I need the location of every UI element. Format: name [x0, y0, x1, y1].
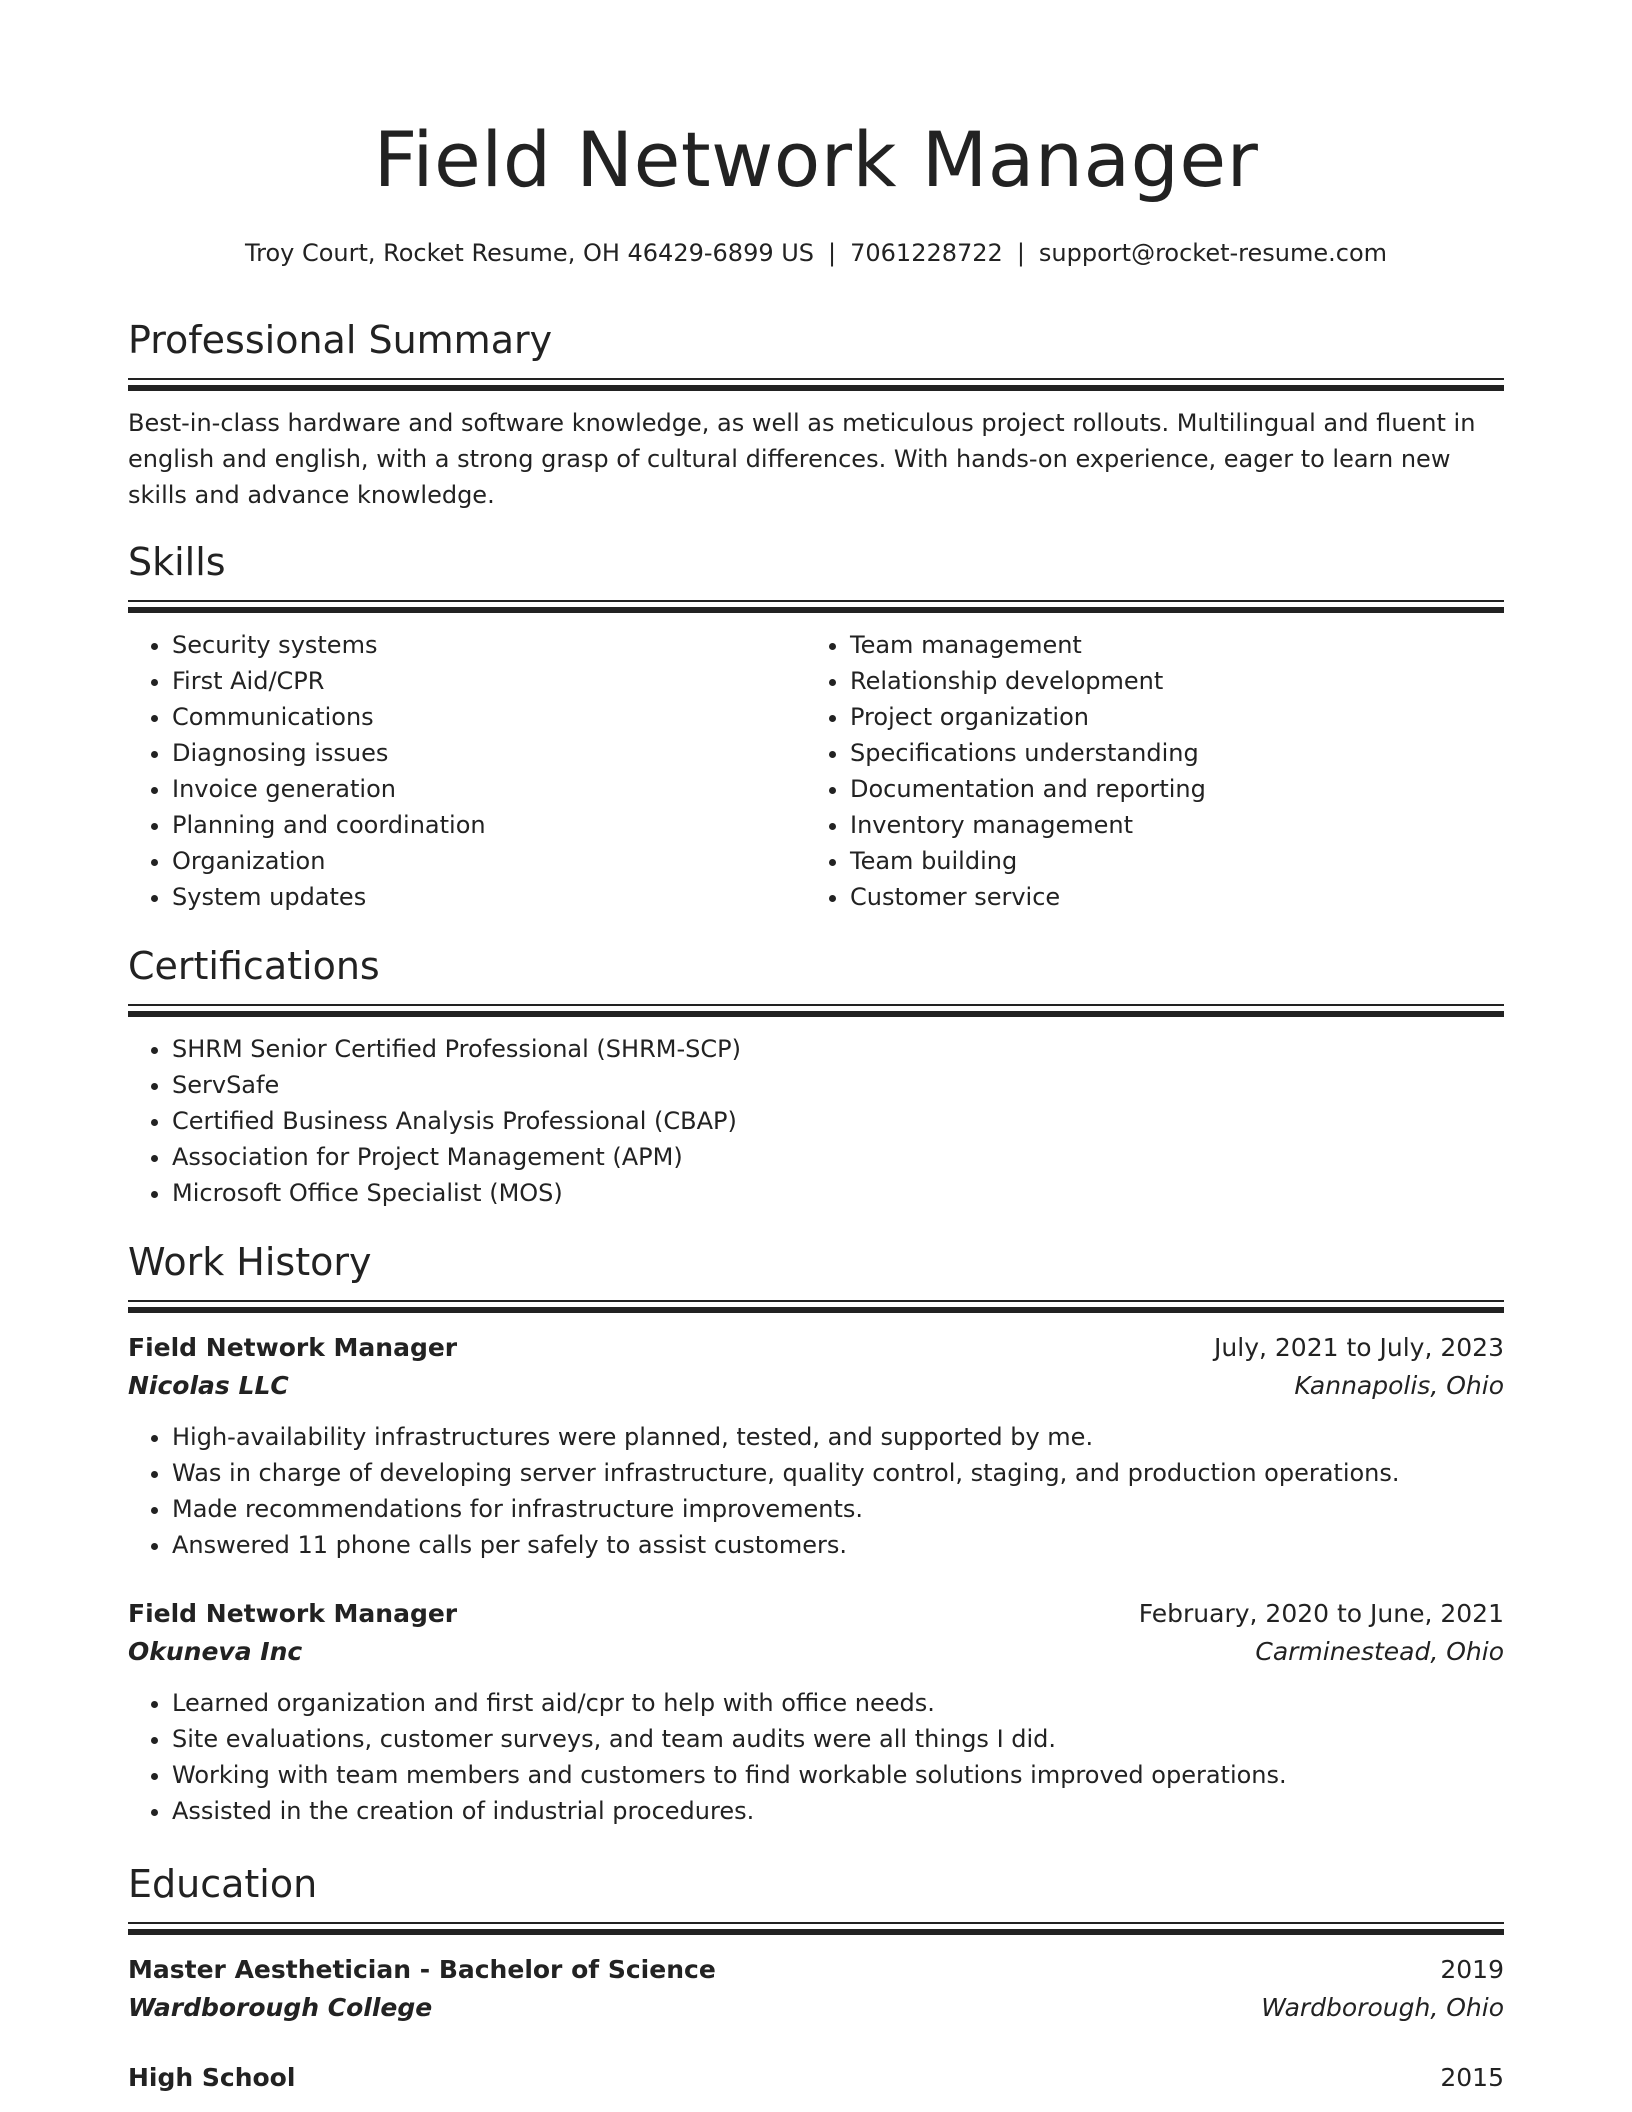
education-year: 2015: [1440, 2062, 1504, 2092]
job-company: Nicolas LLC: [128, 1370, 289, 1400]
skill-item: • First Aid/CPR: [172, 663, 806, 699]
job-bullet: • Assisted in the creation of industrial procedures.: [172, 1793, 1504, 1829]
skill-item: • Inventory management: [850, 807, 1484, 843]
skill-item: • Communications: [172, 699, 806, 735]
skill-item: • Organization: [172, 843, 806, 879]
section-title: Work History: [128, 1240, 372, 1284]
job-bullet: • Learned organization and first aid/cpr to help with office needs.: [172, 1685, 1504, 1721]
education-entry: [128, 1951, 1504, 2027]
skills-column-right: [806, 627, 1484, 915]
education-year: 2019: [1440, 1954, 1504, 1984]
skill-item: • Documentation and reporting: [850, 771, 1484, 807]
contact-separator: |: [828, 239, 837, 267]
section-divider: [128, 385, 1504, 391]
education-entry: [128, 2059, 1504, 2097]
job-dates: February, 2020 to June, 2021: [1138, 1598, 1504, 1628]
skill-item: • Project organization: [850, 699, 1484, 735]
work-history-section: [128, 1240, 1504, 1829]
section-divider: [128, 1922, 1504, 1924]
job-company: Okuneva Inc: [128, 1636, 303, 1666]
job-bullet: • High-availability infrastructures were planned, tested, and supported by me.: [172, 1419, 1504, 1455]
contact-address: Troy Court, Rocket Resume, OH 46429-6899 US: [244, 239, 815, 267]
skill-item: • Relationship development: [850, 663, 1484, 699]
skill-item: • Team management: [850, 627, 1484, 663]
section-divider: [128, 600, 1504, 602]
section-title: Education: [128, 1862, 318, 1906]
section-title: Skills: [128, 540, 226, 584]
candidate-name: Field Network Manager: [373, 115, 1259, 204]
job-location: Carminestead, Ohio: [1255, 1636, 1504, 1666]
job-title: Field Network Manager: [128, 1332, 458, 1362]
education-degree: High School: [128, 2062, 296, 2092]
contact-phone: 7061228722: [850, 239, 1003, 267]
skill-item: • System updates: [172, 879, 806, 915]
contact-email: support@rocket-resume.com: [1038, 239, 1388, 267]
job-entry: [128, 1329, 1504, 1563]
skill-item: • Planning and coordination: [172, 807, 806, 843]
skills-columns: [128, 627, 1504, 915]
job-bullet: • Working with team members and customers to find workable solutions improved operations.: [172, 1757, 1504, 1793]
summary-text: Best-in-class hardware and software knowledge, as well as meticulous project rollouts. Multilingual and fluent in english and english, with a strong grasp of cultural differences. With hands-on experience, eager to learn new skills and advance knowledge.: [128, 408, 1476, 509]
skill-item: • Invoice generation: [172, 771, 806, 807]
skill-item: • Team building: [850, 843, 1484, 879]
job-bullet: • Answered 11 phone calls per safely to assist customers.: [172, 1527, 1504, 1563]
certification-item: • Certified Business Analysis Professional (CBAP): [172, 1103, 1504, 1139]
contact-separator: |: [1016, 239, 1025, 267]
certifications-section: [128, 944, 1504, 1211]
skill-item: • Customer service: [850, 879, 1484, 915]
contact-line: [128, 238, 1504, 269]
skill-item: • Diagnosing issues: [172, 735, 806, 771]
skill-item: • Specifications understanding: [850, 735, 1484, 771]
section-divider: [128, 607, 1504, 613]
job-entry: [128, 1595, 1504, 1829]
certification-item: • Microsoft Office Specialist (MOS): [172, 1175, 1504, 1211]
skills-column-left: [128, 627, 806, 915]
certification-item: • SHRM Senior Certified Professional (SHRM-SCP): [172, 1031, 1504, 1067]
section-divider: [128, 1307, 1504, 1313]
section-title: Certifications: [128, 944, 380, 988]
section-divider: [128, 1004, 1504, 1006]
education-school: Wardborough College: [128, 1992, 433, 2022]
section-title: Professional Summary: [128, 318, 553, 362]
job-title: Field Network Manager: [128, 1598, 458, 1628]
skills-section: [128, 540, 1504, 915]
job-dates: July, 2021 to July, 2023: [1214, 1332, 1504, 1362]
job-bullet: • Made recommendations for infrastructure improvements.: [172, 1491, 1504, 1527]
section-divider: [128, 1929, 1504, 1935]
skill-item: • Security systems: [172, 627, 806, 663]
certification-item: • Association for Project Management (APM): [172, 1139, 1504, 1175]
education-location: Wardborough, Ohio: [1261, 1992, 1504, 2022]
job-bullet: • Site evaluations, customer surveys, and team audits were all things I did.: [172, 1721, 1504, 1757]
job-bullet: • Was in charge of developing server infrastructure, quality control, staging, and production operations.: [172, 1455, 1504, 1491]
education-degree: Master Aesthetician - Bachelor of Science: [128, 1954, 716, 1984]
job-location: Kannapolis, Ohio: [1294, 1370, 1504, 1400]
education-section: [128, 1862, 1504, 2097]
section-divider: [128, 1011, 1504, 1017]
certification-item: • ServSafe: [172, 1067, 1504, 1103]
summary-section: [128, 318, 1504, 513]
section-divider: [128, 378, 1504, 380]
section-divider: [128, 1300, 1504, 1302]
